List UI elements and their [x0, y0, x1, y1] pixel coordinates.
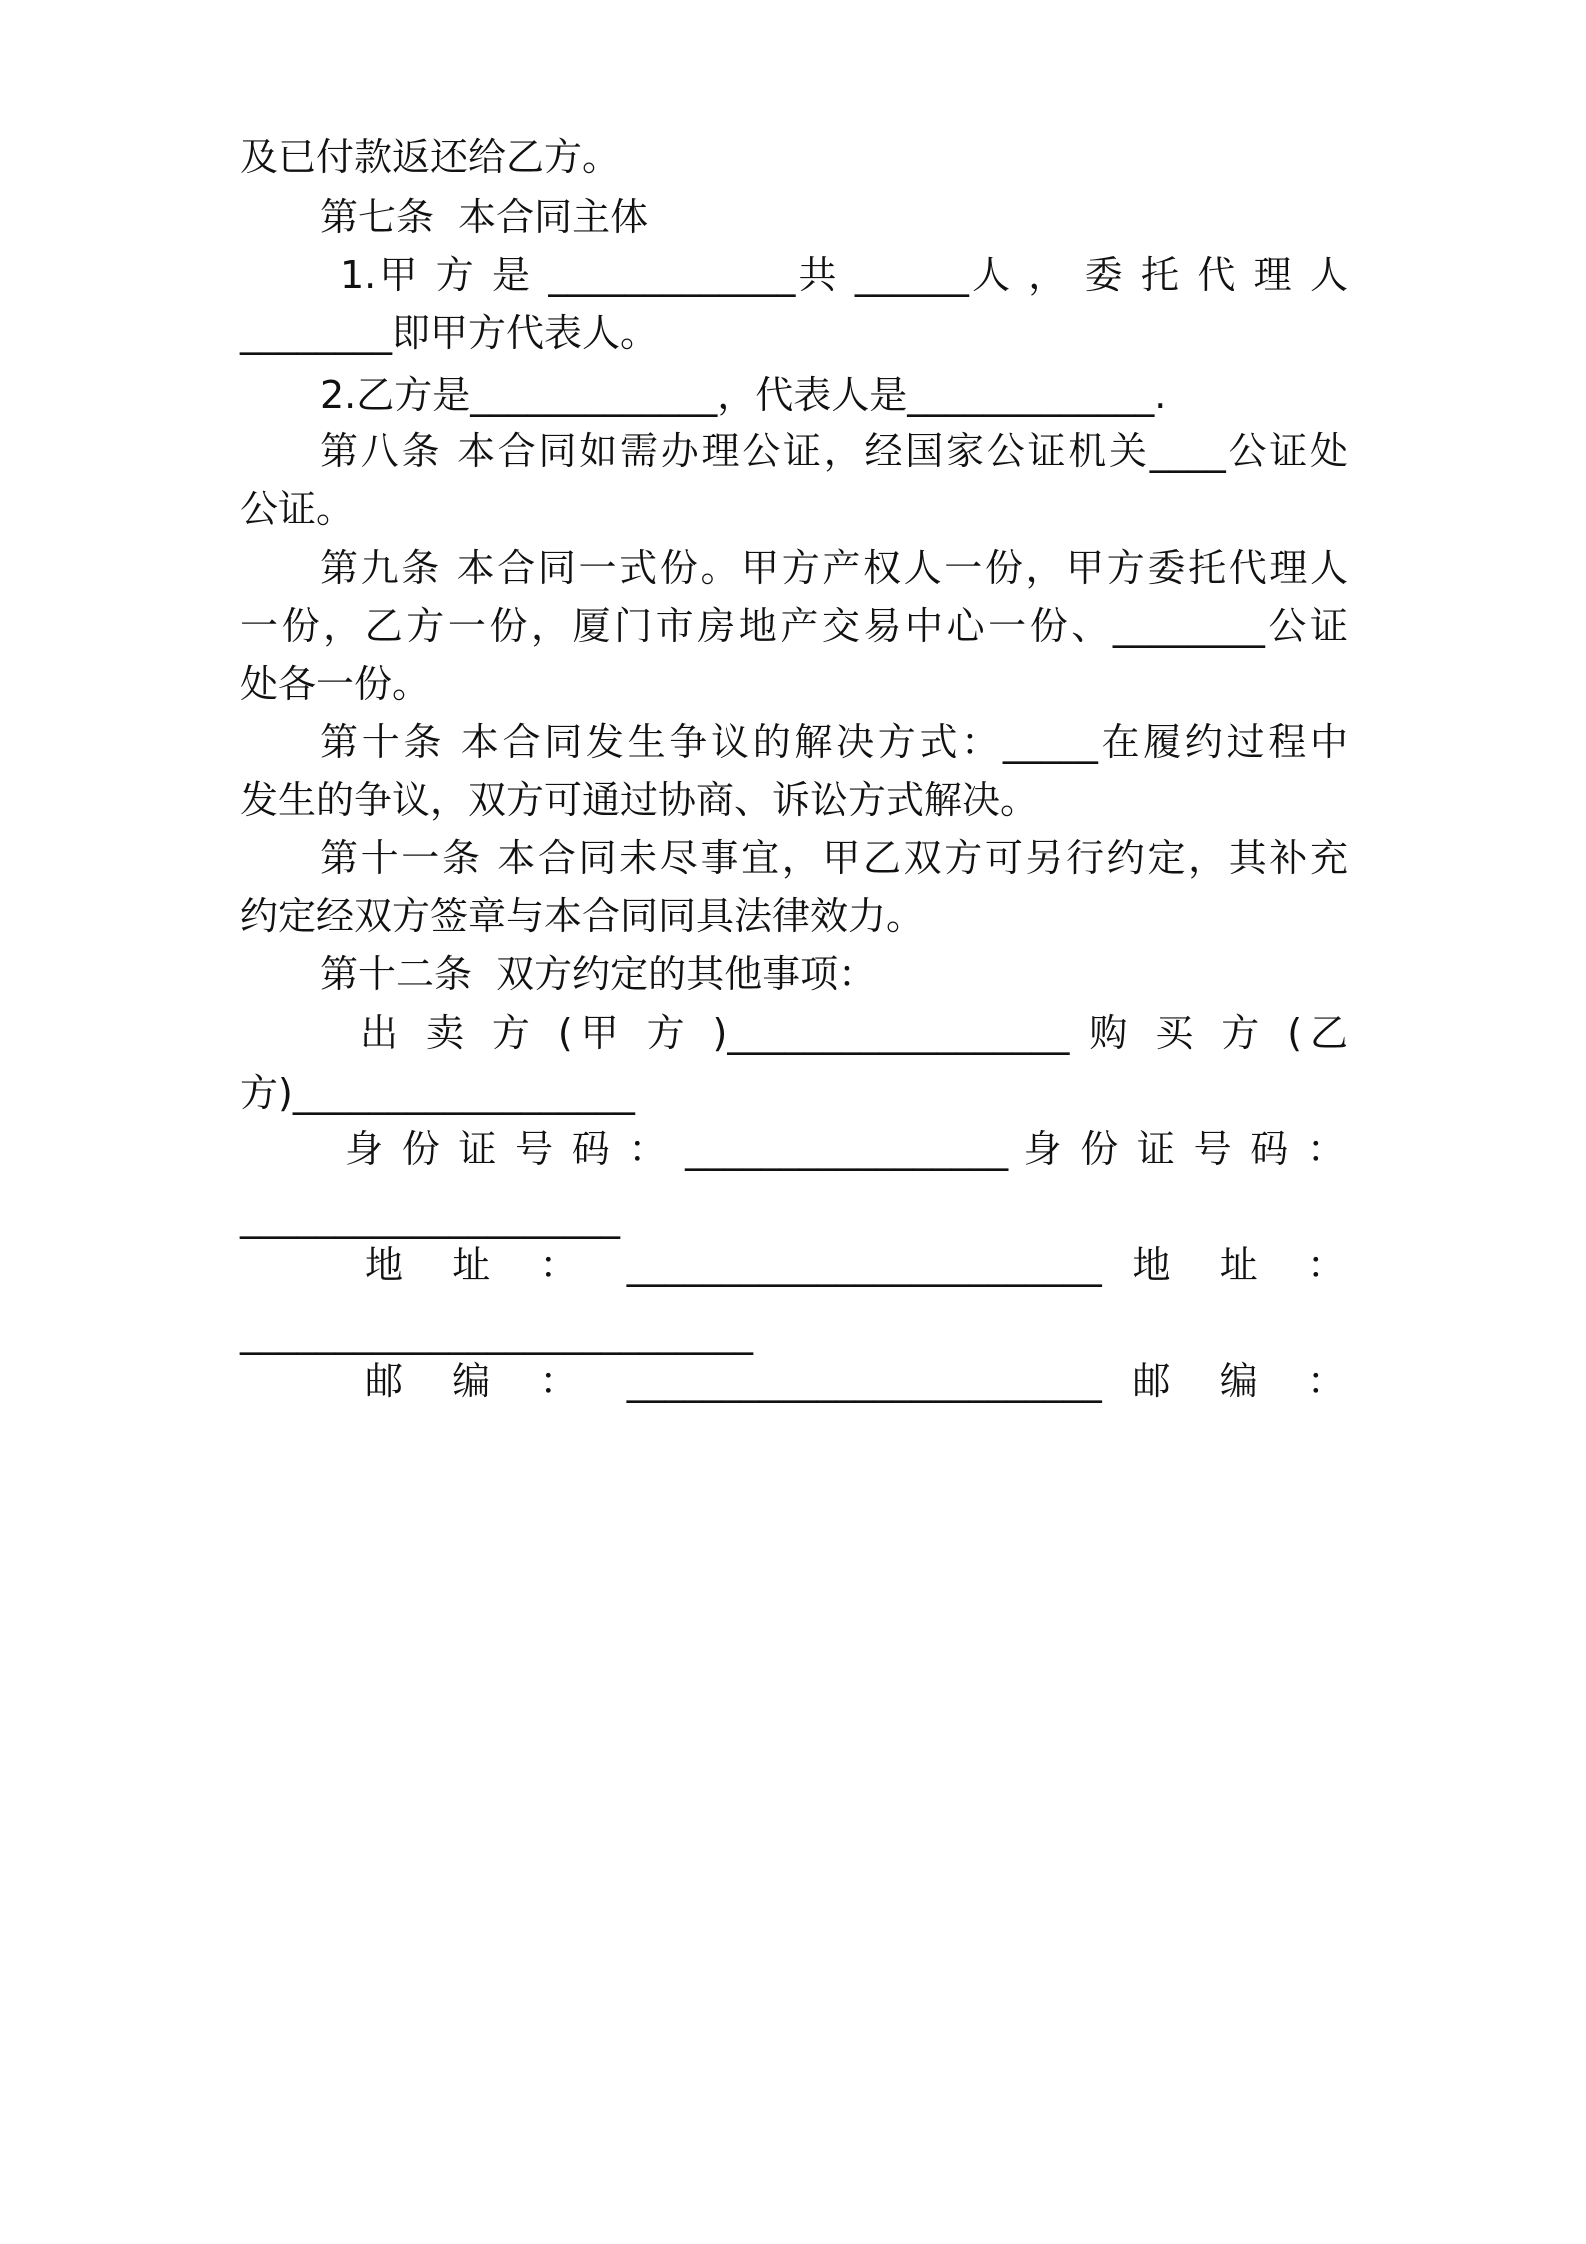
article-12-heading: 第十二条 双方约定的其他事项：: [320, 952, 877, 996]
article-10-line: 第十条 本合同发生争议的解决方式：_____在履约过程中: [320, 720, 1348, 764]
party-a-line-cont: ________即甲方代表人。: [240, 311, 659, 355]
id-number-line: 身 份 证 号 码 ： _________________ 身 份 证 号 码 ：: [345, 1127, 1345, 1171]
article-8-line-cont: 公证。: [240, 487, 355, 531]
article-9-line-2: 一份，乙方一份，厦门市房地产交易中心一份、________公证: [240, 604, 1348, 648]
party-a-line: 1.甲 方 是 _____________共 ______人 ， 委 托 代 理 人: [340, 253, 1348, 297]
postcode-line: 邮 编 ： _________________________ 邮 编 ：: [365, 1359, 1345, 1403]
article-11-line-cont: 约定经双方签章与本合同同具法律效力。: [240, 894, 925, 938]
article-9-line-3: 处各一份。: [240, 662, 431, 706]
article-7-heading: 第七条 本合同主体: [320, 195, 649, 239]
article-11-line: 第十一条 本合同未尽事宜，甲乙双方可另行约定，其补充: [320, 836, 1348, 880]
article-9-line: 第九条 本合同一式份。甲方产权人一份，甲方委托代理人: [320, 546, 1348, 590]
article-8-line: 第八条 本合同如需办理公证，经国家公证机关____公证处: [320, 429, 1348, 473]
buyer-line-cont: 方)__________________: [240, 1071, 635, 1115]
article-10-line-cont: 发生的争议，双方可通过协商、诉讼方式解决。: [240, 778, 1039, 822]
id-number-line-cont: ____________________: [240, 1195, 620, 1239]
party-b-line: 2.乙方是_____________，代表人是_____________.: [320, 373, 1167, 417]
paragraph-line: 及已付款返还给乙方。: [240, 135, 621, 179]
address-line: 地 址 ： _________________________ 地 址 ：: [365, 1243, 1345, 1287]
address-line-cont: ___________________________: [240, 1311, 753, 1355]
seller-buyer-line: 出 卖 方 (甲 方 )__________________ 购 买 方 (乙: [360, 1011, 1348, 1055]
